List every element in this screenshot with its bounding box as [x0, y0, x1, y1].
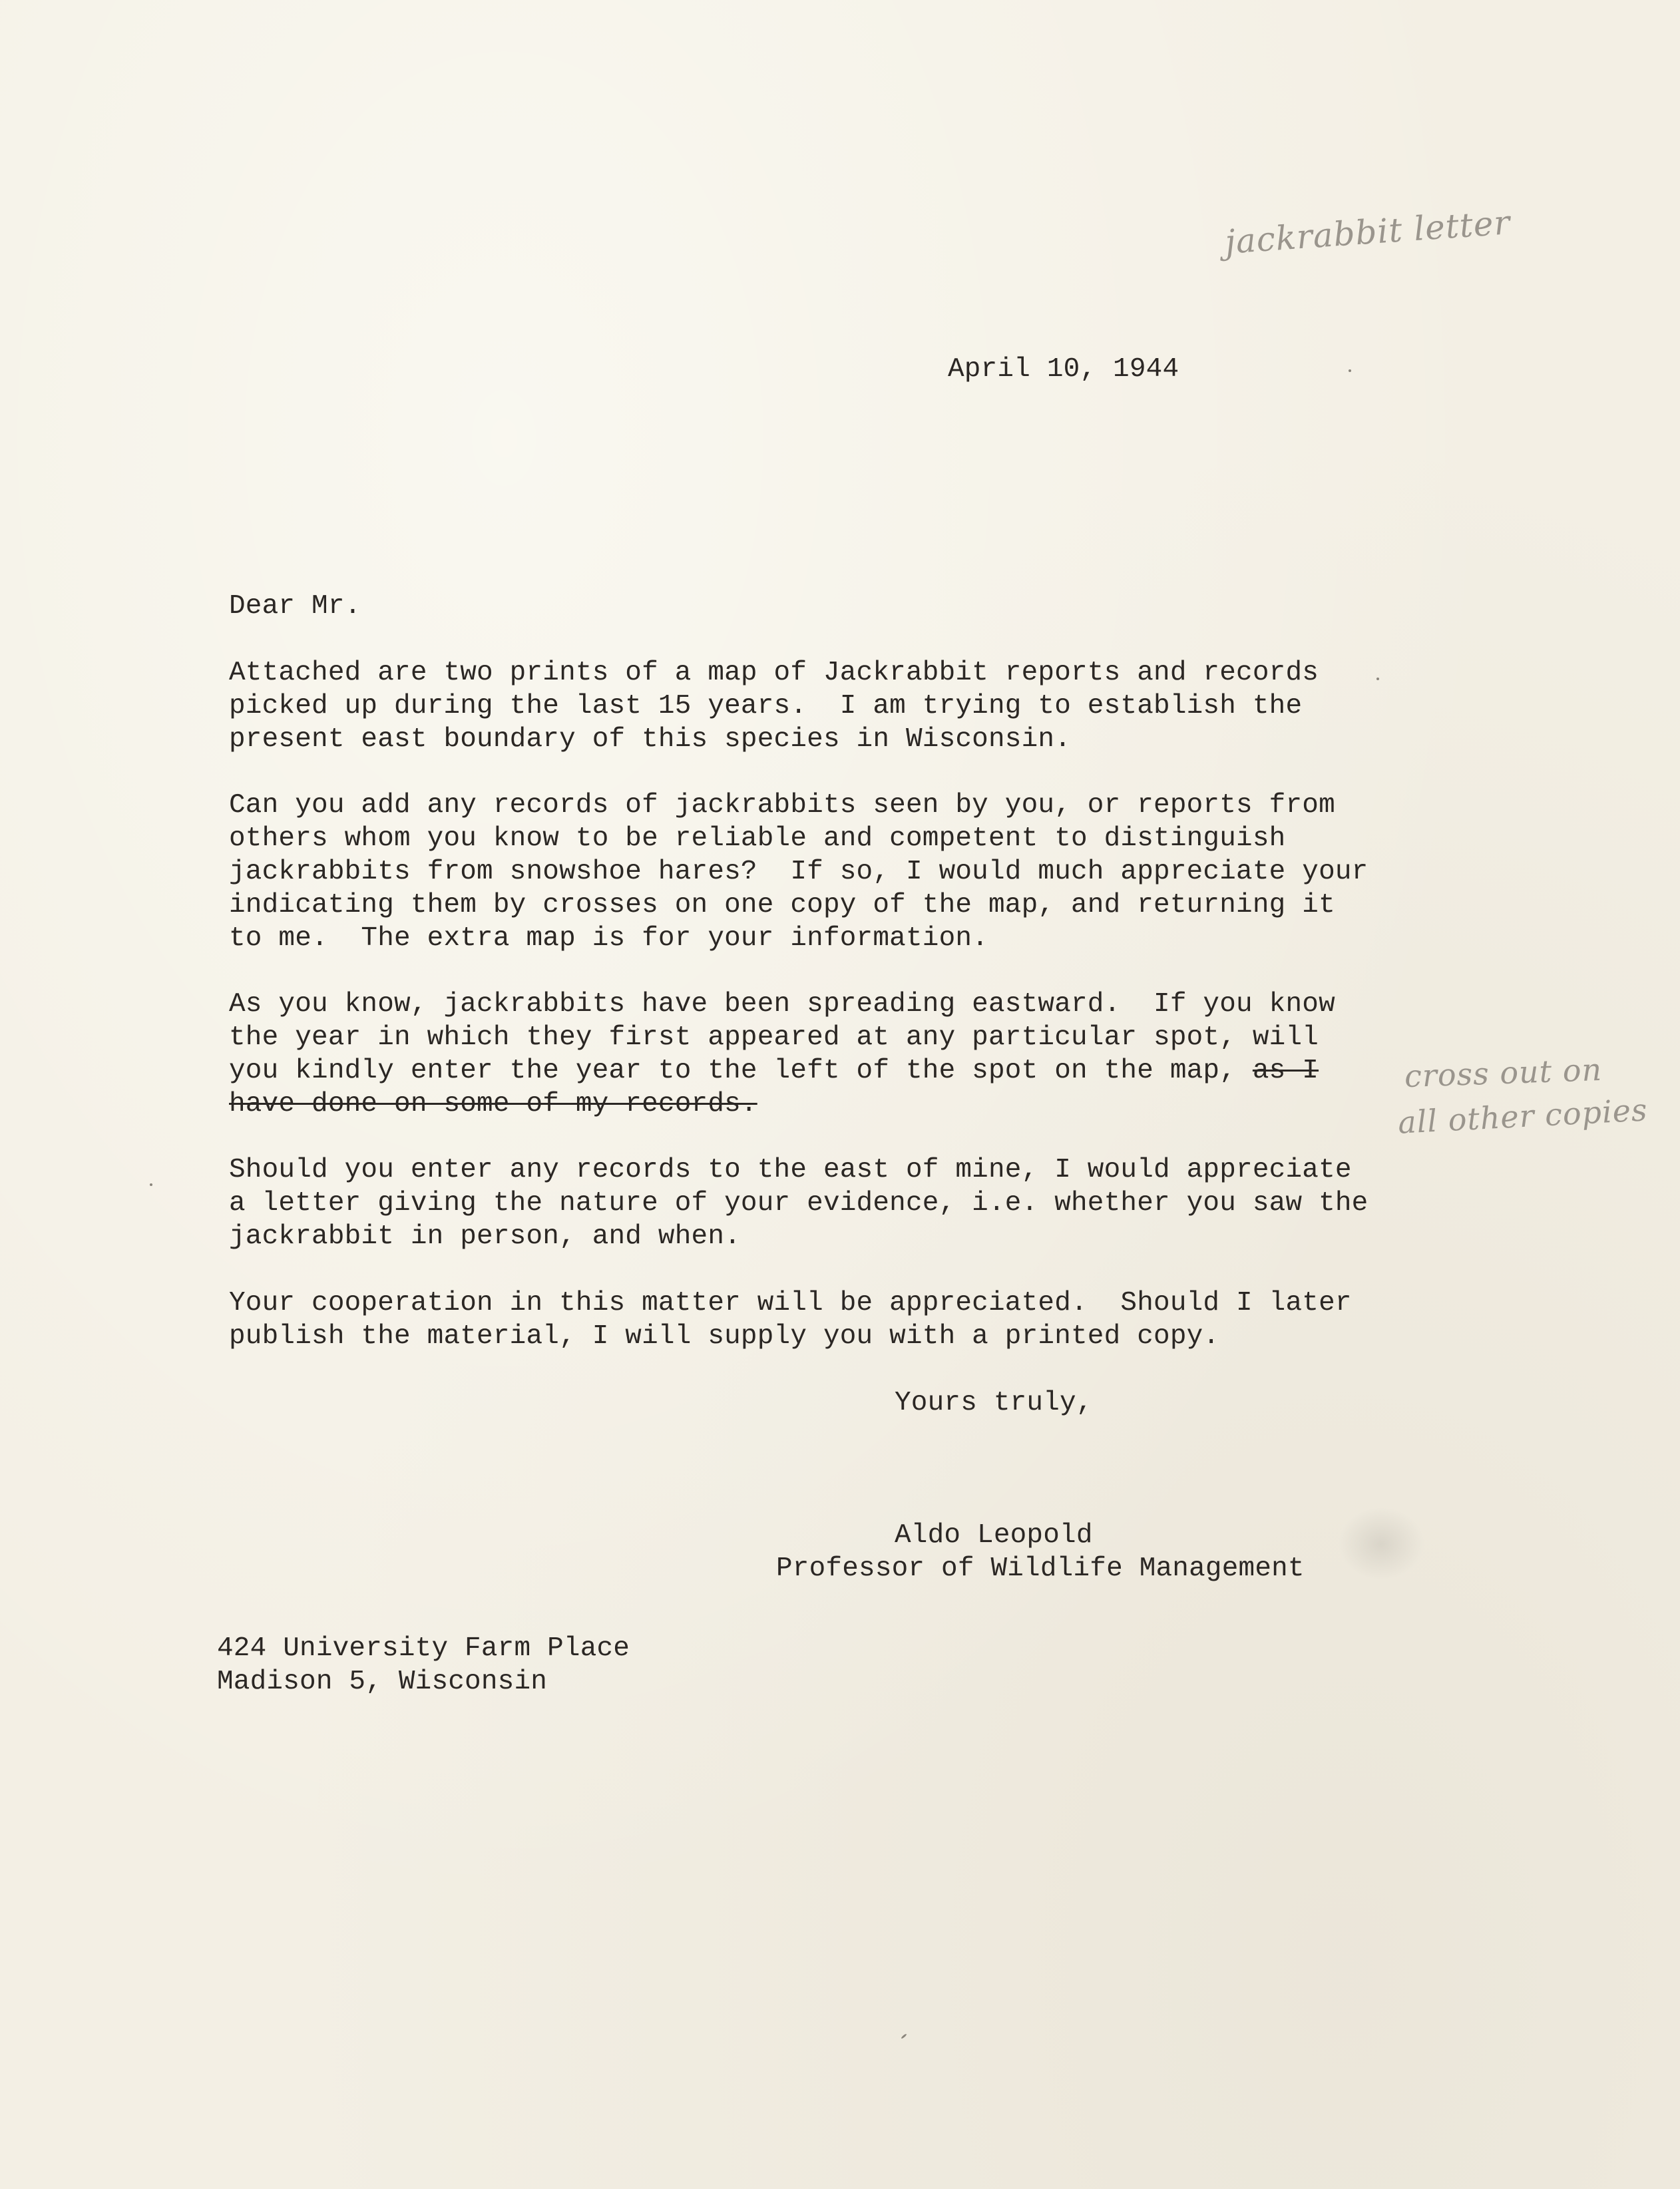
paragraph-5-line: Your cooperation in this matter will be appreciated. Should I later — [229, 1288, 1352, 1318]
address-line: 424 University Farm Place — [217, 1633, 630, 1664]
paragraph-1-line: present east boundary of this species in Wisconsin. — [229, 724, 1072, 755]
salutation: Dear Mr. — [229, 591, 361, 622]
paragraph-3-line: the year in which they first appeared at any particular spot, will — [229, 1022, 1319, 1053]
paragraph-2-line: indicating them by crosses on one copy of the map, and returning it — [229, 890, 1335, 920]
paper-speck — [1376, 678, 1379, 680]
paragraph-1-line: picked up during the last 15 years. I am trying to establish the — [229, 691, 1303, 721]
signature-title: Professor of Wildlife Management — [776, 1553, 1305, 1584]
address-line: Madison 5, Wisconsin — [217, 1667, 548, 1697]
paragraph-2-line: others whom you know to be reliable and competent to distinguish — [229, 823, 1286, 854]
struck-text: as I — [1252, 1056, 1319, 1086]
signature-name: Aldo Leopold — [895, 1520, 1093, 1551]
letter-date: April 10, 1944 — [948, 354, 1179, 385]
handwritten-margin-note-line: cross out on — [1404, 1051, 1603, 1095]
paragraph-2-line: to me. The extra map is for your information. — [229, 923, 988, 954]
paragraph-2-line: jackrabbits from snowshoe hares? If so, I would much appreciate your — [229, 857, 1368, 887]
paragraph-2-line: Can you add any records of jackrabbits seen by you, or reports from — [229, 790, 1335, 821]
paragraph-1-line: Attached are two prints of a map of Jackrabbit reports and records — [229, 658, 1319, 688]
paragraph-4-line: jackrabbit in person, and when. — [229, 1221, 741, 1252]
paragraph-3-text: you kindly enter the year to the left of the spot on the map, — [229, 1056, 1253, 1086]
paper-speck — [901, 2033, 907, 2039]
paragraph-5-line: publish the material, I will supply you with a printed copy. — [229, 1321, 1220, 1352]
struck-line: have done on some of my records. — [229, 1089, 757, 1119]
paragraph-4-line: Should you enter any records to the east of mine, I would appreciate — [229, 1155, 1352, 1185]
smudge — [1338, 1507, 1424, 1581]
paragraph-3-line: As you know, jackrabbits have been spreading eastward. If you know — [229, 989, 1335, 1020]
paper-speck — [150, 1183, 152, 1186]
handwritten-margin-note-line: all other copies — [1396, 1092, 1649, 1141]
closing: Yours truly, — [895, 1388, 1093, 1418]
paragraph-4-line: a letter giving the nature of your evidence, i.e. whether you saw the — [229, 1188, 1368, 1219]
paragraph-3-line — [229, 1054, 1319, 1088]
paper-speck — [1349, 369, 1351, 372]
handwritten-annotation-top: jackrabbit letter — [1223, 203, 1512, 262]
